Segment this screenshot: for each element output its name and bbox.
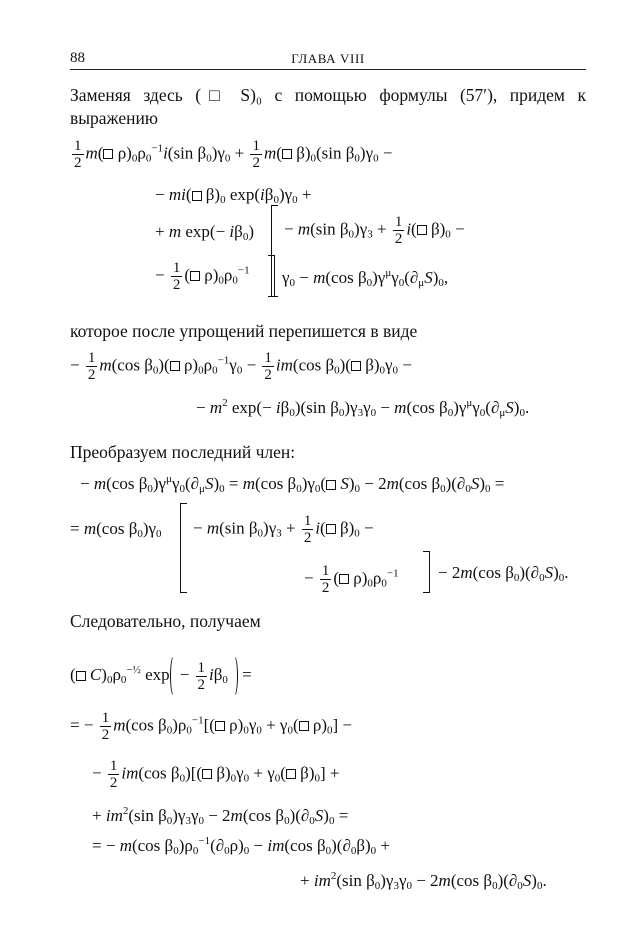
equation-4-line-6: + $im^2(\sin$ $\beta_0)\gamma_3\gamma_0 - 2m(\cos$ $\beta_0)(\partial_0S)_0$. — [300, 870, 547, 892]
equation-3-line-2b: − m(sin $\beta_0)\gamma_3$ + $\frac{1}{2}$ i( $\beta)_0$ − — [193, 513, 374, 546]
right-bracket-2 — [423, 551, 430, 593]
equation-1-line-2: − mi( $\beta)_0$ $\exp(i\beta_0)\gamma_0$ + — [155, 185, 312, 206]
equation-1-line-4: − $\frac{1}{2}$ ( $\rho)_0\rho_0^{-1}$ — [155, 260, 250, 293]
equation-2-line-1: − $\frac{1}{2}$ m(cos $\beta_0$)( $\rho)_0\rho_0^{-1}\gamma_0$ − $\frac{1}{2}$ im(cos $\beta_0$)( $\beta)_0\gamma_0$ − — [70, 350, 412, 383]
equation-4-line-3: − $\frac{1}{2}$ im(cos $\beta_0$)[( $\beta)_0\gamma_0 + \gamma_0$( $\beta)_0$] + — [92, 758, 340, 791]
equation-3-line-3b: − 2m(cos $\beta_0)(\partial_0S)_0$. — [438, 563, 569, 584]
equation-1-line-3: + m $\exp(- i\beta_0)$ — [155, 222, 254, 243]
paragraph-3: Преобразуем последний член: — [70, 442, 296, 462]
equation-4-line-1: ( $C)_0\rho_0^{-\frac{1}{2}}$ exp − $\frac{1}{2}$ $i\beta_0$ = — [70, 655, 252, 697]
equation-1-line-4b: $\gamma_0 - m(\cos$ $\beta_0)\gamma^\mu\gamma_0(\partial_\mu S)_0$, — [282, 267, 449, 289]
running-header — [70, 50, 586, 70]
right-bracket — [268, 255, 275, 297]
paragraph-1-line-1: Заменяя здесь (□ S)₀ с помощью формулы (57′), придем к — [70, 85, 586, 105]
left-bracket-2 — [180, 503, 187, 593]
equation-4-line-4: + $im^2(\sin$ $\beta_0)\gamma_3\gamma_0 - 2m(\cos$ $\beta_0)(\partial_0S)_0$ = — [92, 805, 349, 827]
equation-1-line-1: $\frac{1}{2}$ m( $\rho)_0\rho_0^{-1}i(\sin$ $\beta_0)\gamma_0$ + $\frac{1}{2}$ m( $\beta)_0(\sin$ $\beta_0)\gamma_0$ − — [74, 138, 393, 171]
header-rule — [70, 69, 586, 70]
equation-3-line-2: = m(cos $\beta_0)\gamma_0$ — [70, 519, 162, 540]
running-title: ГЛАВА VIII — [291, 51, 365, 66]
equation-4-line-2: = − $\frac{1}{2}$ m(cos $\beta_0)\rho_0^{-1}$[( $\rho)_0\gamma_0 + \gamma_0$( $\rho)_0$] − — [70, 710, 353, 743]
equation-3-line-3: − $\frac{1}{2}$ ( $\rho)_0\rho_0^{-1}$ — [304, 563, 399, 596]
equation-3-line-1: − m(cos $\beta_0)\gamma^\mu\gamma_0(\partial_\mu S)_0 = m(\cos$ $\beta_0)\gamma_0$( $S)_0 - 2m(\cos$ $\beta_0)(\partial_0S)_0$ = — [80, 473, 505, 495]
paragraph-1-line-2: выражению — [70, 108, 158, 128]
paragraph-2: которое после упрощений перепишется в виде — [70, 321, 418, 341]
equation-2-line-2: − $m^2$ $\exp(- i\beta_0)(\sin$ $\beta_0)\gamma_3\gamma_0 - m(\cos$ $\beta_0)\gamma^\mu\gamma_0(\partial_\mu S)_0$. — [196, 397, 530, 419]
paragraph-4: Следовательно, получаем — [70, 611, 261, 631]
equation-1-line-3b: − m(sin $\beta_0)\gamma_3$ + $\frac{1}{2}$ i( $\beta)_0$ − — [284, 214, 465, 247]
page-number: 88 — [70, 50, 85, 66]
equation-4-line-5: = − m(cos $\beta_0)\rho_0^{-1}(\partial_0\rho)_0 - im(\cos$ $\beta_0)(\partial_0\beta)_0$ + — [92, 835, 391, 857]
